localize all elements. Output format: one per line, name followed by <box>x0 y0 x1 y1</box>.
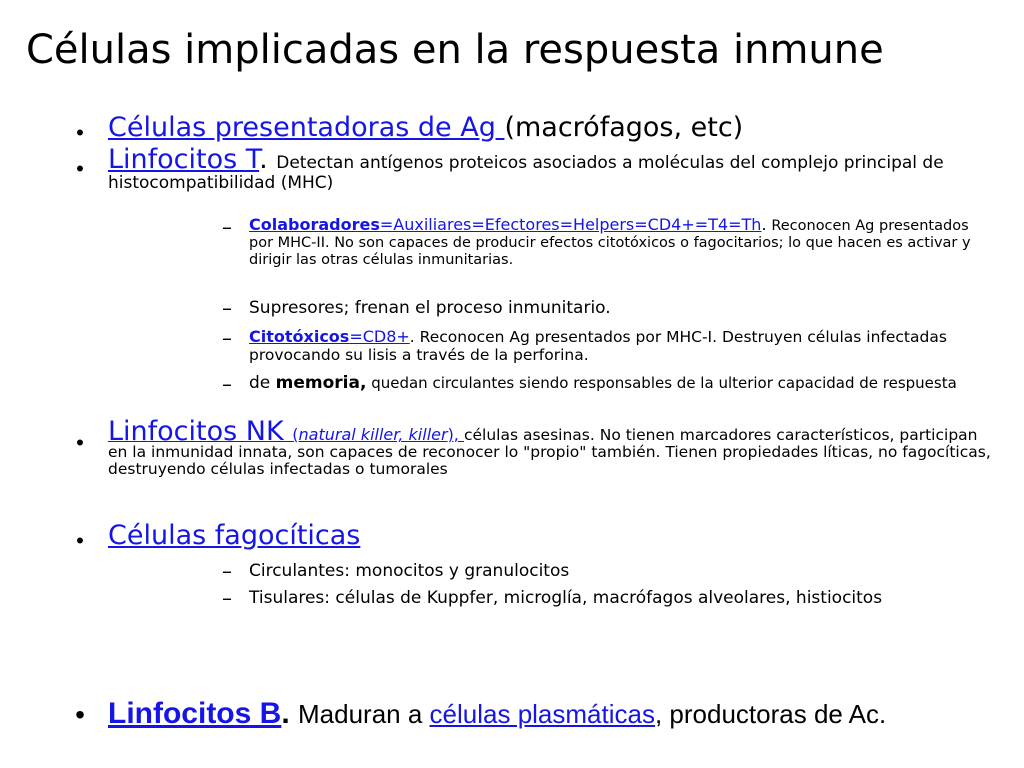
linfocitos-t-text: Detectan antígenos proteicos asociados a moléculas del complejo principal de histocompatibilidad (MHC) <box>108 153 944 193</box>
linfocitos-b-link[interactable]: Linfocitos B <box>108 697 282 730</box>
citotoxicos-text: . Reconocen Ag presentados por MHC-I. Destruyen células infectadas provocando su lisis a través de la perforina. <box>249 328 947 364</box>
list-item-apc <box>108 110 1000 146</box>
linfocitos-b-rest: , productoras de Ac. <box>654 699 887 729</box>
dash-marker: – <box>222 326 232 350</box>
dash-marker: – <box>222 296 232 320</box>
linfocitos-b-dot: . <box>281 697 298 730</box>
dash-marker: – <box>222 372 232 396</box>
bullet-marker: • <box>76 528 84 553</box>
nk-link-text: Linfocitos NK <box>108 416 293 447</box>
list-item-linfocitos-nk <box>108 416 998 478</box>
sub-item-colaboradores <box>249 217 994 268</box>
citotoxicos-link[interactable] <box>249 327 410 346</box>
bullet-marker: • <box>75 699 85 730</box>
colaboradores-text: Reconocen Ag presentados por MHC-II. No son capaces de producir efectos citotóxicos o fagocitarios; lo que hacen es activar y dirigir las otras células inmunitarias. <box>249 218 971 268</box>
slide-title: Células implicadas en la respuesta inmune <box>26 27 884 73</box>
nk-text: células asesinas. No tienen marcadores característicos, participan en la inmunidad innata, son capaces de reconocer lo "propio" también. Tienen propiedades líticas, no fagocíticas, destruyendo células infectadas o tumorales <box>108 426 991 478</box>
apc-text: (macrófagos, etc) <box>504 112 744 143</box>
memoria-text: quedan circulantes siendo responsables de la ulterior capacidad de respuesta <box>366 374 957 392</box>
sub-item-citotoxicos <box>249 328 994 364</box>
sub-item-memoria <box>249 374 984 393</box>
list-item-celulas-fagociticas <box>108 518 1000 554</box>
fagociticas-link[interactable]: Células fagocíticas <box>108 520 361 551</box>
citotoxicos-link-rest: =CD8+ <box>349 327 410 346</box>
sub-item-circulantes: Circulantes: monocitos y granulocitos <box>249 561 570 581</box>
sub-item-supresores: Supresores; frenan el proceso inmunitario. <box>249 298 611 318</box>
nk-paren-open: ( <box>292 425 299 444</box>
sub-item-tisulares: Tisulares: células de Kuppfer, microglía, macrófagos alveolares, histiocitos <box>249 588 883 608</box>
list-item-linfocitos-t <box>108 144 988 193</box>
memoria-bold: memoria, <box>275 373 367 393</box>
nk-link[interactable] <box>108 416 464 447</box>
bullet-marker: • <box>76 156 84 181</box>
colaboradores-bold: Colaboradores <box>249 215 380 234</box>
apc-link[interactable]: Células presentadoras de Ag <box>108 112 505 143</box>
dash-marker: – <box>222 559 232 583</box>
bullet-marker: • <box>76 430 84 455</box>
dash-marker: – <box>222 215 232 239</box>
nk-italic: natural killer, killer <box>298 425 448 444</box>
colaboradores-link-rest: =Auxiliares=Efectores=Helpers=CD4+=T4=Th <box>379 215 762 234</box>
nk-paren-close: ), <box>447 425 464 444</box>
colaboradores-link[interactable] <box>249 215 761 234</box>
linfocitos-t-link[interactable]: Linfocitos T <box>108 144 260 175</box>
list-item-linfocitos-b <box>108 696 1000 732</box>
linfocitos-b-text: Maduran a <box>298 699 430 729</box>
bullet-marker: • <box>76 120 84 145</box>
citotoxicos-bold: Citotóxicos <box>249 327 350 346</box>
dash-marker: – <box>222 586 232 610</box>
colaboradores-dot: . <box>761 215 767 234</box>
celulas-plasmaticas-link[interactable]: células plasmáticas <box>429 699 655 729</box>
memoria-pre: de <box>249 373 276 393</box>
linfocitos-t-dot: . <box>259 144 277 175</box>
